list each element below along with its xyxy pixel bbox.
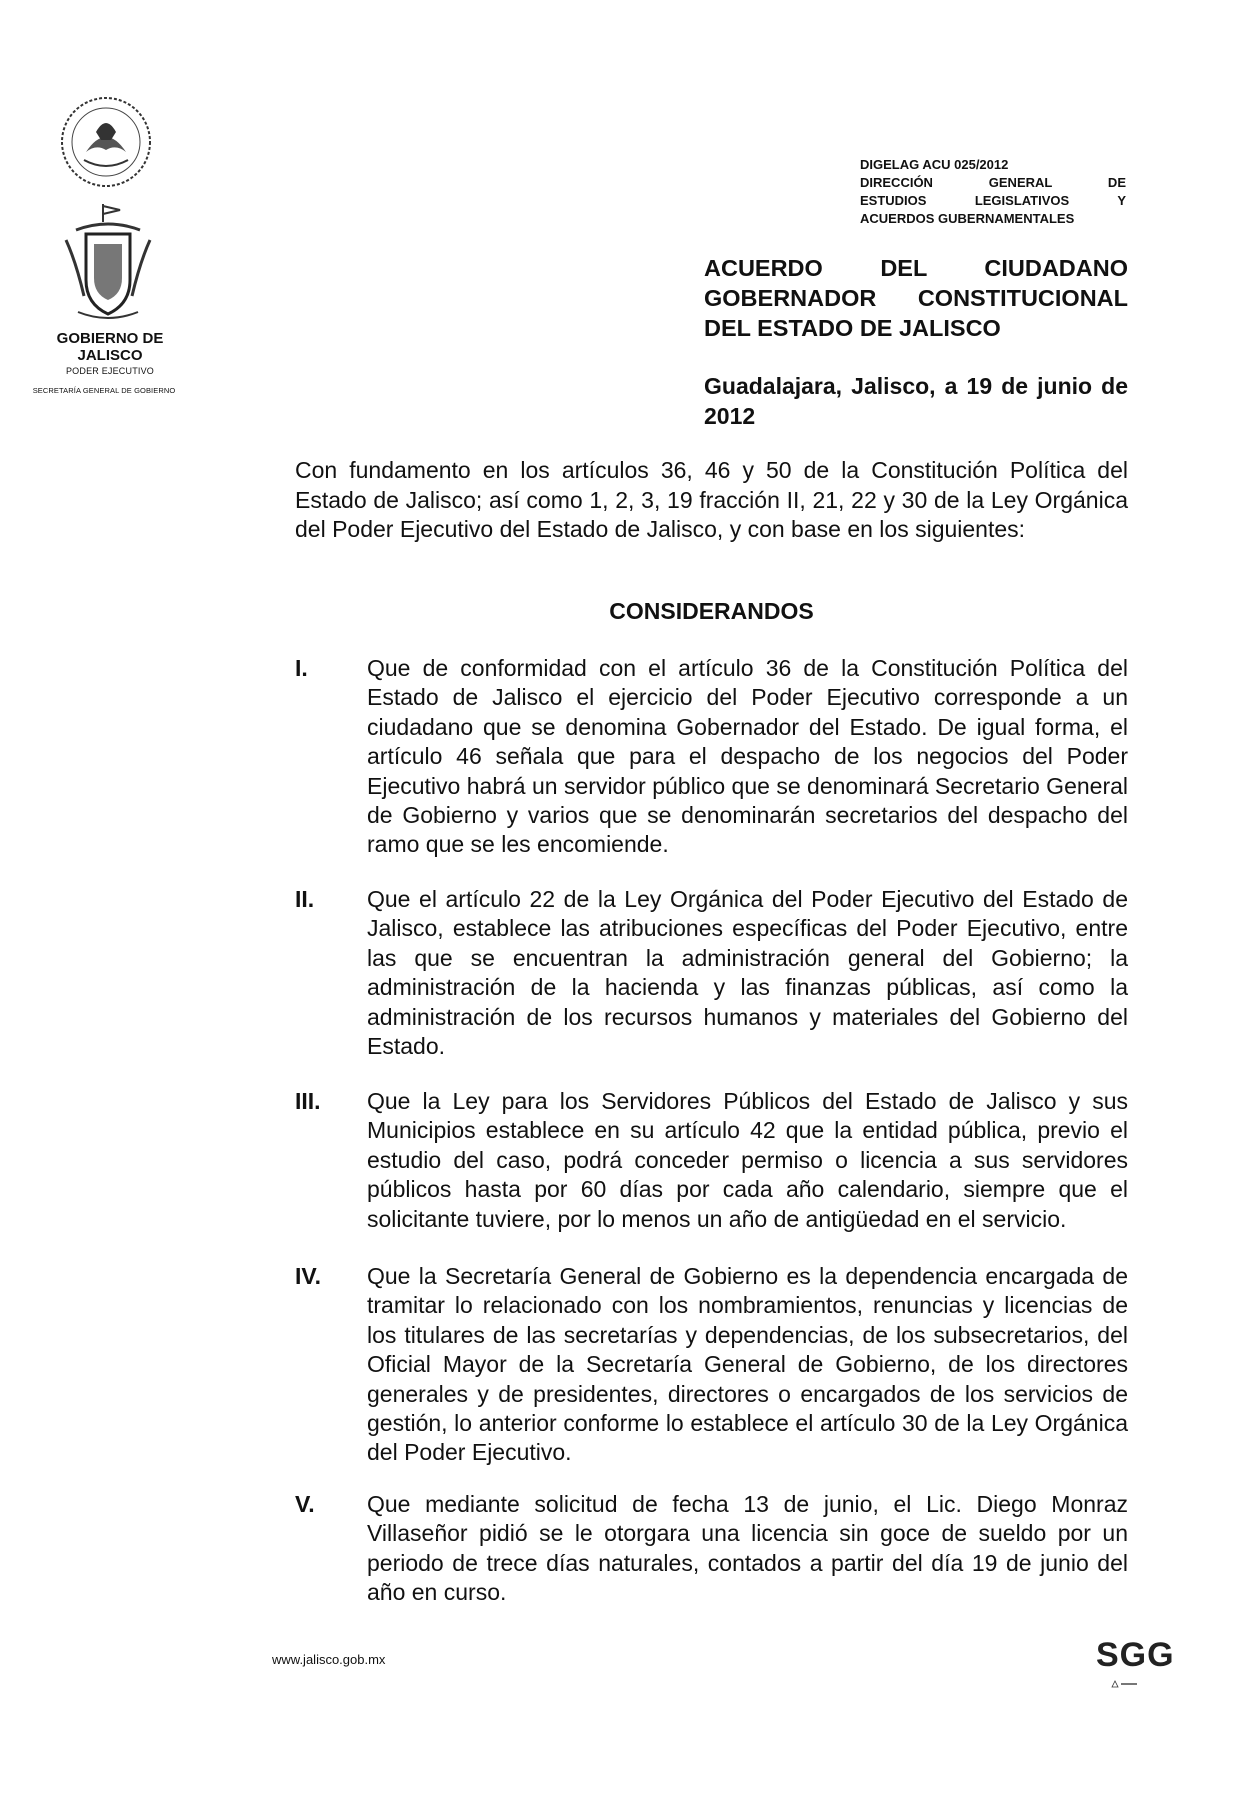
- reference-line: DIRECCIÓN GENERAL DE: [860, 175, 1126, 190]
- item-number: IV.: [295, 1263, 322, 1289]
- coat-of-arms-icon: [58, 200, 158, 325]
- considerando-item: [295, 1490, 1128, 1608]
- reference-line: ACUERDOS GUBERNAMENTALES: [860, 211, 1075, 226]
- reference-code: DIGELAG ACU 025/2012: [860, 157, 1009, 172]
- secretariat-label: SECRETARÍA GENERAL DE GOBIERNO: [32, 386, 176, 395]
- title-line: ACUERDO DEL CIUDADANO: [704, 255, 1128, 281]
- item-text: Que mediante solicitud de fecha 13 de junio, el Lic. Diego Monraz Villaseñor pidió se le otorgara una licencia sin goce de sueldo por un periodo de trece días naturales, contados a partir del día 19 de junio del año en curso.: [367, 1491, 1128, 1606]
- document-title: [704, 253, 1128, 343]
- item-text: Que de conformidad con el artículo 36 de la Constitución Política del Estado de Jalisco el ejercicio del Poder Ejecutivo corresponde a un ciudadano que se denomina Gobernador del Estado. De igual forma, el artículo 46 señala que para el despacho de los negocios del Poder Ejecutivo habrá un servidor público que se denominará Secretario General de Gobierno y varios que se denominarán secretarios del despacho del ramo que se les encomiende.: [367, 655, 1128, 858]
- item-number: V.: [295, 1491, 315, 1517]
- date-line: [704, 371, 1128, 431]
- executive-power-label: PODER EJECUTIVO: [65, 366, 154, 376]
- reference-block: [860, 156, 1126, 228]
- government-name: GOBIERNO DE JALISCO: [56, 330, 164, 364]
- footer-url: www.jalisco.gob.mx: [272, 1652, 386, 1667]
- section-heading: CONSIDERANDOS: [609, 598, 814, 624]
- item-text: Que la Ley para los Servidores Públicos del Estado de Jalisco y sus Municipios establece en su artículo 42 que la entidad pública, previo el estudio del caso, podrá conceder permiso o licencia a sus servidores públicos hasta por 60 días por cada año calendario, siempre que el solicitante tuviere, por lo menos un año de antigüedad en el servicio.: [367, 1088, 1128, 1232]
- considerando-item: [295, 1087, 1128, 1234]
- item-number: III.: [295, 1088, 321, 1114]
- date-line-2: 2012: [704, 403, 756, 429]
- national-seal-icon: [56, 92, 156, 192]
- item-number: II.: [295, 886, 315, 912]
- item-number: I.: [295, 655, 308, 681]
- considerando-item: [295, 1262, 1128, 1468]
- title-line: DEL ESTADO DE JALISCO: [704, 315, 1001, 341]
- considerando-item: [295, 885, 1128, 1061]
- small-mark-icon: [1110, 1680, 1140, 1688]
- reference-line: ESTUDIOS LEGISLATIVOS Y: [860, 193, 1126, 208]
- title-line: GOBERNADOR CONSTITUCIONAL: [704, 285, 1128, 311]
- sgg-logo: SGG: [1096, 1636, 1175, 1674]
- considerando-item: [295, 654, 1128, 860]
- date-line-1: Guadalajara, Jalisco, a 19 de junio de: [704, 373, 1128, 399]
- intro-paragraph: Con fundamento en los artículos 36, 46 y 50 de la Constitución Política del Estado de Jalisco; así como 1, 2, 3, 19 fracción II, 21, 22 y 30 de la Ley Orgánica del Poder Ejecutivo del Estado de Jalisco, y con base en los siguientes:: [295, 457, 1128, 542]
- item-text: Que la Secretaría General de Gobierno es la dependencia encargada de tramitar lo relacionado con los nombramientos, renuncias y licencias de los titulares de las secretarías y dependencias, de los subsecretarios, del Oficial Mayor de la Secretaría General de Gobierno, de los directores generales y de presidentes, directores o encargados de los servicios de gestión, lo anterior conforme lo establece el artículo 30 de la Ley Orgánica del Poder Ejecutivo.: [367, 1263, 1128, 1466]
- item-text: Que el artículo 22 de la Ley Orgánica del Poder Ejecutivo del Estado de Jalisco, establece las atribuciones específicas del Poder Ejecutivo, entre las que se encuentran la administración general del Gobierno; la administración de la hacienda y las finanzas públicas, así como la administración de los recursos humanos y materiales del Gobierno del Estado.: [367, 886, 1128, 1060]
